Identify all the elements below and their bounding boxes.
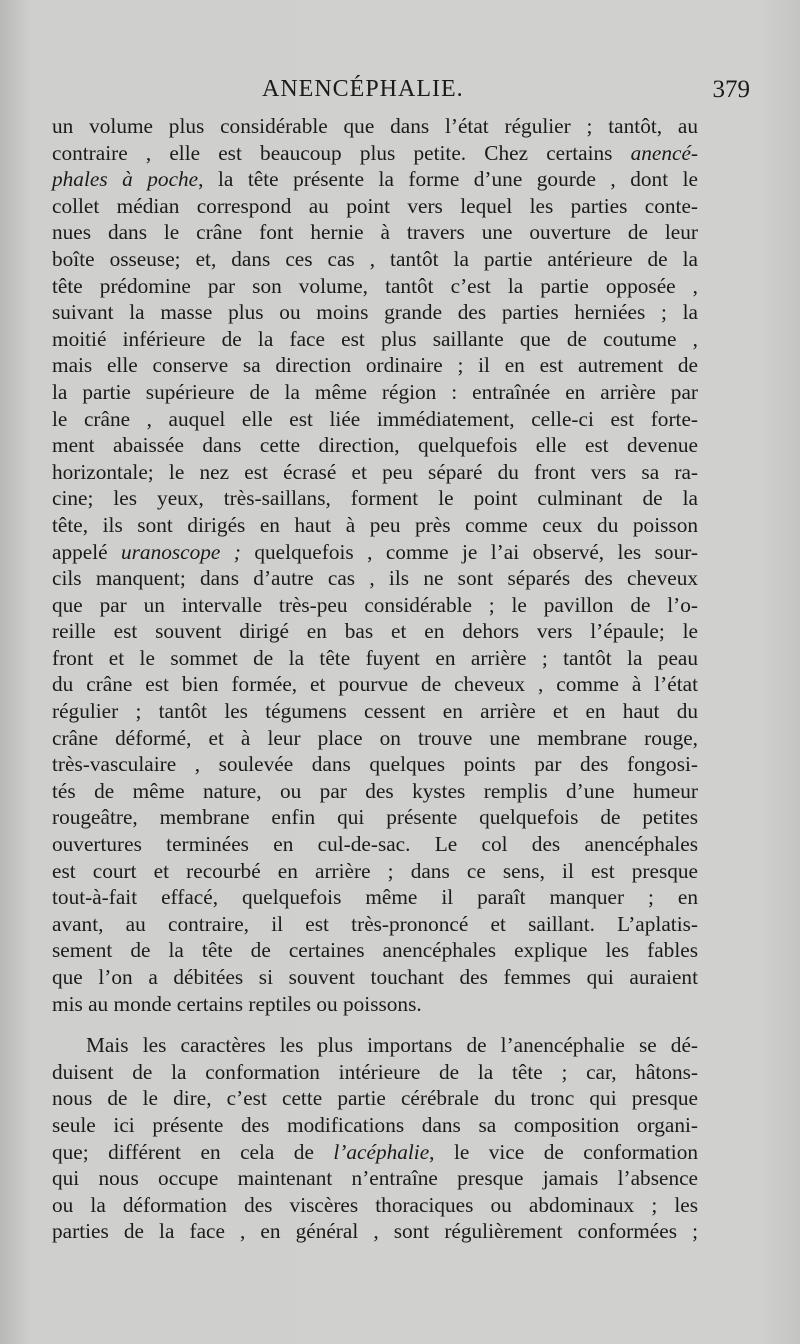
- text-line: crâne déformé, et à leur place on trouve une membrane rouge,: [52, 725, 698, 750]
- text-line: que l’on a débitées si souvent touchant des femmes qui auraient: [52, 965, 698, 989]
- text-line: collet médian correspond au point vers lequel les parties conte-: [52, 193, 698, 218]
- paragraph-2: [52, 1032, 698, 1245]
- text-line: que par un intervalle très-peu considérable ; le pavillon de l’o-: [52, 592, 698, 617]
- text-line: très-vasculaire , soulevée dans quelques points par des fongosi-: [52, 752, 698, 777]
- text-line: suivant la masse plus ou moins grande des parties herniées ; la: [52, 300, 698, 325]
- text-line: mis au monde certains reptiles ou poissons.: [52, 991, 422, 1016]
- text-line: sement de la tête de certaines anencéphales explique les fables: [52, 938, 698, 963]
- text-line: reille est souvent dirigé en bas et en dehors vers l’épaule; le: [52, 619, 698, 644]
- text-line: cils manquent; dans d’autre cas , ils ne sont séparés des cheveux: [52, 566, 698, 591]
- body-text: [52, 113, 698, 1245]
- text-line: Mais les caractères les plus importans de l’anencéphalie se dé-: [86, 1033, 698, 1058]
- text-line: rougeâtre, membrane enfin qui présente quelquefois de petites: [52, 805, 698, 830]
- text-line: boîte osseuse; et, dans ces cas , tantôt la partie antérieure de la: [52, 246, 698, 271]
- text-line: nues dans le crâne font hernie à travers une ouverture de leur: [52, 220, 698, 245]
- text-line: moitié inférieure de la face est plus saillante que de coutume ,: [52, 326, 698, 351]
- text-line: parties de la face , en général , sont régulièrement conformées ;: [52, 1219, 698, 1244]
- paragraph-1: [52, 113, 698, 1017]
- text-line: le crâne , auquel elle est liée immédiatement, celle-ci est forte-: [52, 406, 698, 431]
- text-line: est court et recourbé en arrière ; dans ce sens, il est presque: [52, 858, 698, 883]
- text-line: tout-à-fait effacé, quelquefois même il paraît manquer ; en: [52, 885, 698, 910]
- text-line: ment abaissée dans cette direction, quelquefois elle est devenue: [52, 433, 698, 458]
- text-line: seule ici présente des modifications dans sa composition organi-: [52, 1112, 698, 1137]
- text-line: front et le sommet de la tête fuyent en arrière ; tantôt la peau: [52, 645, 698, 670]
- text-line: horizontale; le nez est écrasé et peu séparé du front vers sa ra-: [52, 459, 698, 484]
- text-line: tés de même nature, ou par des kystes remplis d’une humeur: [52, 778, 698, 803]
- text-line: mais elle conserve sa direction ordinaire ; il en est autrement de: [52, 353, 698, 378]
- running-head: [52, 76, 750, 108]
- text-line: régulier ; tantôt les tégumens cessent en arrière et en haut du: [52, 699, 698, 724]
- text-line: duisent de la conformation intérieure de la tête ; car, hâtons-: [52, 1059, 698, 1084]
- text-line: que; différent en cela de l’acéphalie, le vice de conformation: [52, 1139, 698, 1164]
- text-line: appelé uranoscope ; quelquefois , comme je l’ai observé, les sour-: [52, 539, 698, 564]
- page-number: 379: [712, 76, 750, 103]
- text-line: ou la déformation des viscères thoraciques ou abdominaux ; les: [52, 1192, 698, 1217]
- text-line: nous de le dire, c’est cette partie cérébrale du tronc qui presque: [52, 1086, 698, 1111]
- text-line: phales à poche, la tête présente la forme d’une gourde , dont le: [52, 167, 698, 192]
- running-title: ANENCÉPHALIE.: [262, 76, 464, 102]
- text-line: du crâne est bien formée, et pourvue de cheveux , comme à l’état: [52, 672, 698, 697]
- text-line: ouvertures terminées en cul-de-sac. Le col des anencéphales: [52, 832, 698, 857]
- text-line: tête prédomine par son volume, tantôt c’est la partie opposée ,: [52, 273, 698, 298]
- text-line: avant, au contraire, il est très-prononcé et saillant. L’aplatis-: [52, 911, 698, 936]
- text-line: la partie supérieure de la même région : entraînée en arrière par: [52, 379, 698, 404]
- text-line: tête, ils sont dirigés en haut à peu près comme ceux du poisson: [52, 512, 698, 537]
- text-line: contraire , elle est beaucoup plus petite. Chez certains anencé-: [52, 140, 698, 165]
- text-line: un volume plus considérable que dans l’état régulier ; tantôt, au: [52, 114, 698, 138]
- text-line: cine; les yeux, très-saillans, forment le point culminant de la: [52, 486, 698, 511]
- text-line: qui nous occupe maintenant n’entraîne presque jamais l’absence: [52, 1166, 698, 1191]
